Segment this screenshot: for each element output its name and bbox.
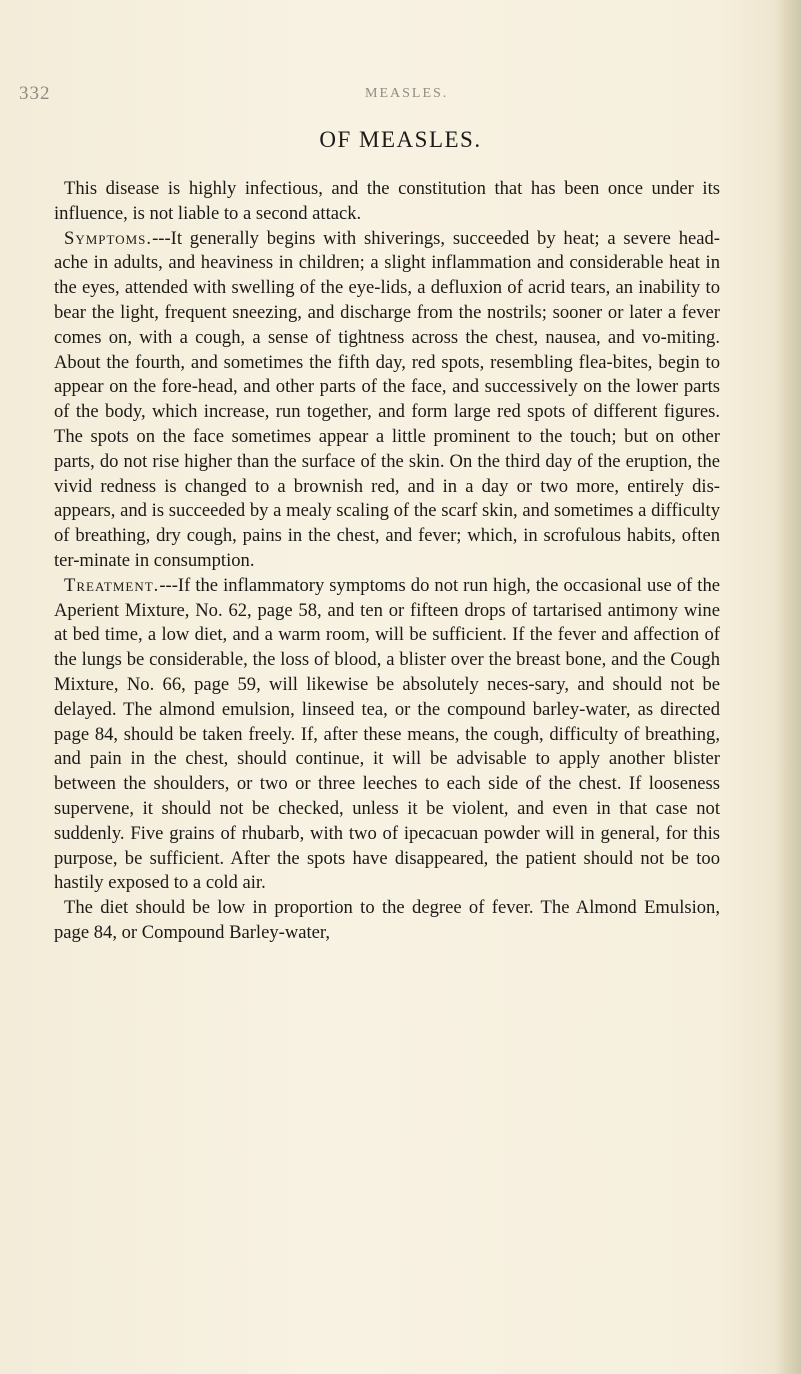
section-heading-treatment: Treatment. [64, 574, 160, 596]
paragraph-text: The diet should be low in proportion to the degree of fever. The Almond Emulsion, page 84, or Compound Barley-water, [54, 897, 720, 943]
paragraph-treatment [54, 574, 720, 896]
page-edge-shadow [775, 0, 801, 1374]
paragraph-diet [54, 896, 720, 946]
paragraph-text: ---It generally begins with shiverings, succeeded by heat; a severe head-ache in adults, and heaviness in children; a slight inflammation and considerable heat in the eyes, attended with swelling of the eye-lids, a defluxion of acrid tears, an inability to bear the light, frequent sneezing, and discharge from the nostrils; sooner or later a fever comes on, with a cough, a sense of tightness across the chest, nausea, and vo-miting. About the fourth, and sometimes the fifth day, red spots, resembling flea-bites, begin to appear on the fore-head, and other parts of the face, and successively on the lower parts of the body, which increase, run together, and form large red spots of different figures. The spots on the face sometimes appear a little prominent to the touch; but on other parts, do not rise higher than the surface of the skin. On the third day of the eruption, the vivid redness is changed to a brownish red, and in a day or two more, entirely dis-appears, and is succeeded by a mealy scaling of the scarf skin, and sometimes a difficulty of breathing, dry cough, pains in the chest, and fever; which, in scrofulous habits, often ter-minate in consumption. [54, 227, 720, 571]
section-heading-symptoms: Symptoms. [64, 227, 153, 249]
running-head: MEASLES. [365, 86, 449, 101]
page-number: 332 [19, 83, 51, 104]
paragraph-symptoms [54, 227, 720, 574]
body-text [54, 177, 720, 946]
paragraph-intro [54, 177, 720, 227]
chapter-title: OF MEASLES. [319, 127, 482, 152]
paragraph-text: ---If the inflammatory symptoms do not run high, the occasional use of the Aperient Mixture, No. 62, page 58, and ten or fifteen drops of tartarised antimony wine at bed time, a low diet, and a warm room, will be sufficient. If the fever and affection of the lungs be considerable, the loss of blood, a blister over the breast bone, and the Cough Mixture, No. 66, page 59, will likewise be absolutely neces-sary, and should not be delayed. The almond emulsion, linseed tea, or the compound barley-water, as directed page 84, should be taken freely. If, after these means, the cough, difficulty of breathing, and pain in the chest, should continue, it will be advisable to apply another blister between the shoulders, or two or three leeches to each side of the chest. If looseness supervene, it should not be checked, unless it be violent, and even in that case not suddenly. Five grains of rhubarb, with two of ipecacuan powder will in general, for this purpose, be sufficient. After the spots have disappeared, the patient should not be too hastily exposed to a cold air. [54, 574, 720, 894]
paragraph-text: This disease is highly infectious, and the constitution that has been once under its influence, is not liable to a second attack. [54, 178, 720, 224]
